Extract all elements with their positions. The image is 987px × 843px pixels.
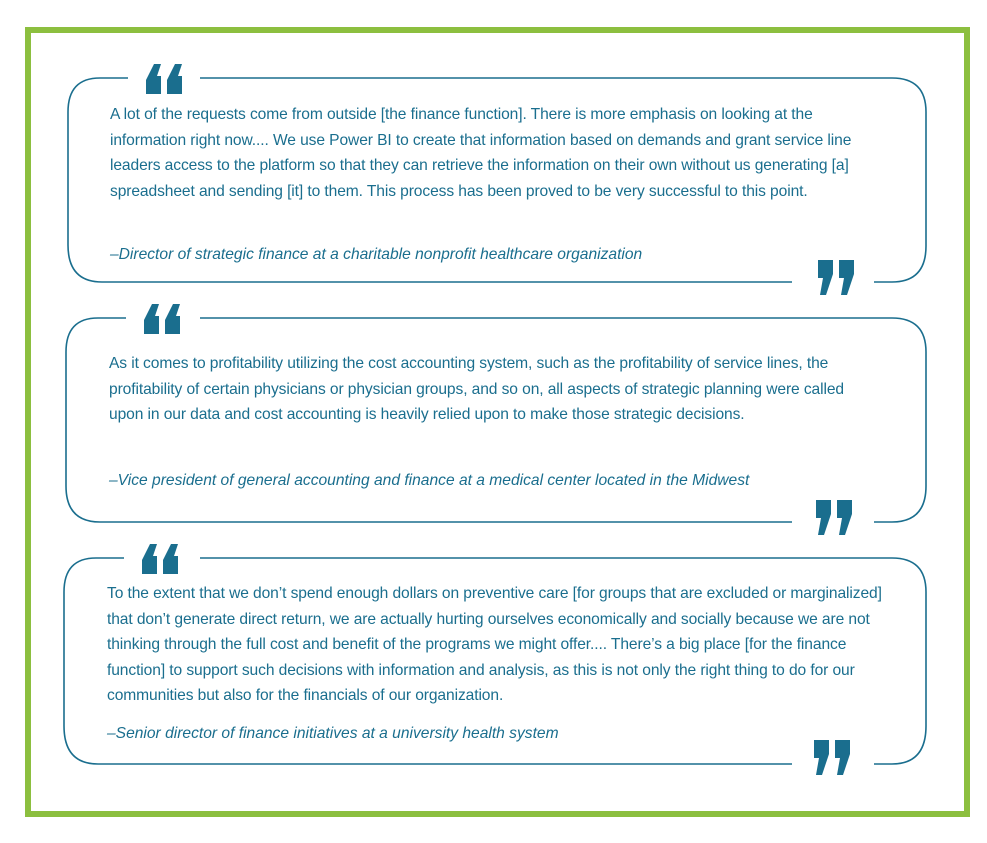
quote-attribution: –Director of strategic finance at a charitable nonprofit healthcare organization [110,246,643,263]
quote-card-3 [62,540,928,780]
quote-text: To the extent that we don’t spend enough dollars on preventive care [for groups that are excluded or marginalized] that don’t generate direct return, we are actually hurting ourselves economically and socially because we are not thinking through the full cost and benefit of the programs we might offer.... There’s a big place [for the finance function] to support such decisions with information and analysis, as this is not only the right thing to do for our communities but also for the financials of our organization. [107,585,882,704]
quote-card-2 [64,300,928,530]
quote-attribution: –Senior director of finance initiatives at a university health system [107,725,559,742]
open-quote-icon [142,60,186,94]
open-quote-icon [138,540,182,574]
quote-attribution: –Vice president of general accounting and finance at a medical center located in the Midwest [109,472,750,489]
close-quote-icon [812,500,856,538]
quote-text: As it comes to profitability utilizing the cost accounting system, such as the profitability of service lines, the profitability of certain physicians or physician groups, and so on, all aspects of strategic planning were called upon in our data and cost accounting is heavily relied upon to make those strategic decisions. [109,355,845,423]
close-quote-icon [814,260,858,298]
quote-text: A lot of the requests come from outside [the finance function]. There is more emphasis on looking at the information right now.... We use Power BI to create that information based on demands and grant service line leaders access to the platform so that they can retrieve the information on their own without us generating [a] spreadsheet and sending [it] to them. This process has been proved to be very successful to this point. [110,106,852,200]
close-quote-icon [810,740,854,778]
open-quote-icon [140,300,184,334]
quote-card-1 [66,60,928,290]
